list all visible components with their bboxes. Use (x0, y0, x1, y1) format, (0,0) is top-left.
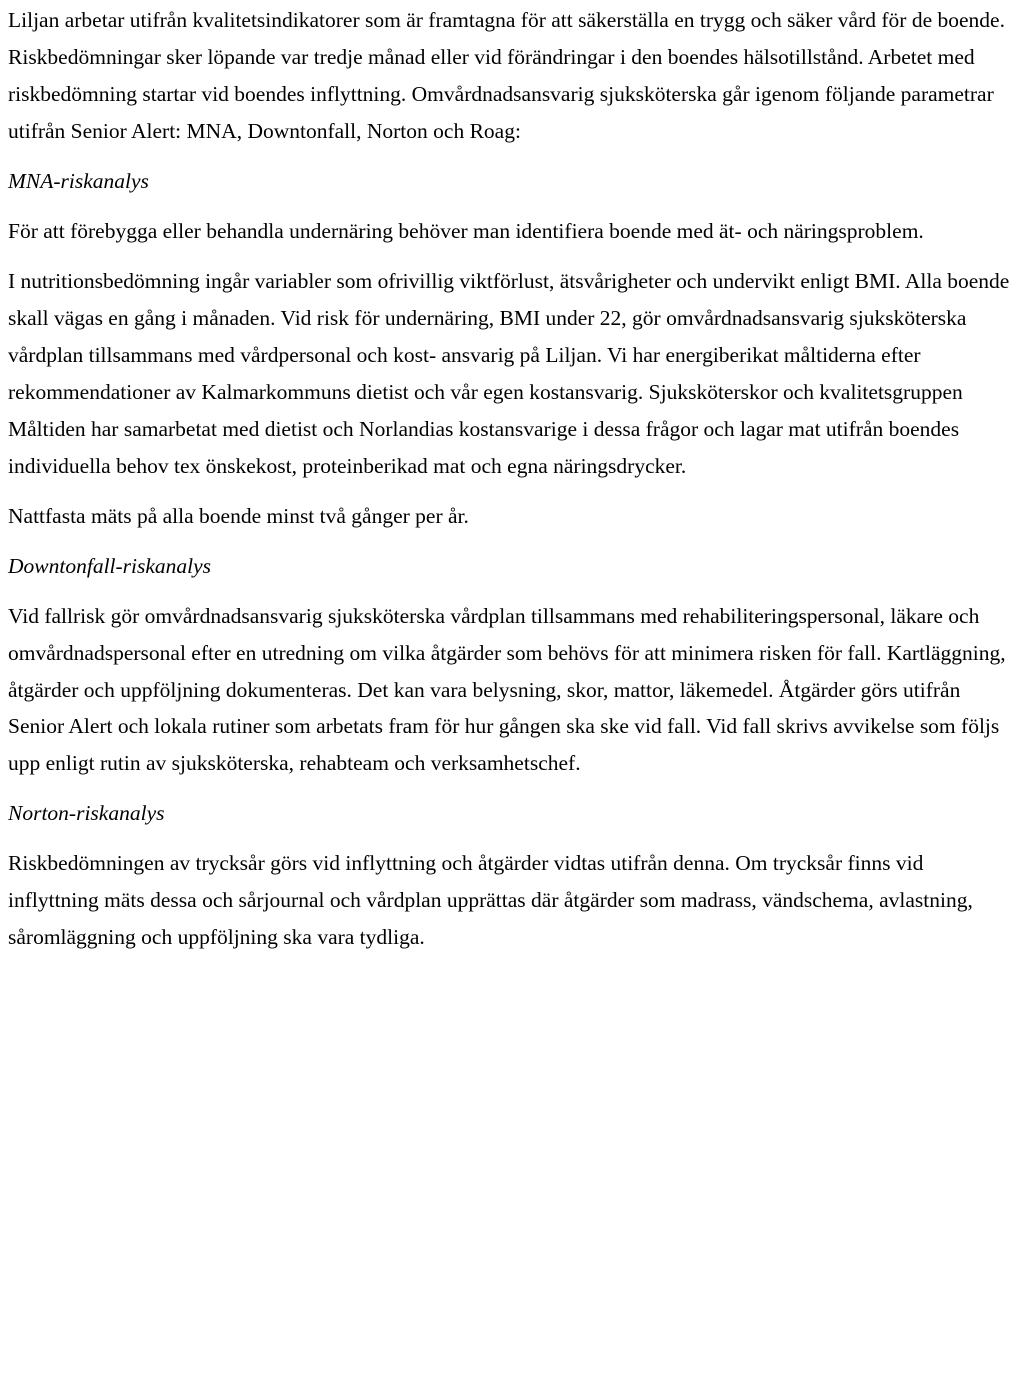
section-heading-norton: Norton-riskanalys (8, 801, 165, 826)
paragraph-mna-purpose: För att förebygga eller behandla undernäring behöver man identifiera boende med ät- och näringsproblem. (8, 218, 924, 243)
paragraph-pressure-ulcer: Riskbedömningen av trycksår görs vid inflyttning och åtgärder vidtas utifrån denna. Om trycksår finns vid inflyttning mäts dessa och sårjournal och vårdplan upprättas där åtgärder som madrass, vändschema, avlastning, såromläggning och uppföljning ska vara tydliga. (8, 851, 973, 950)
paragraph-fall-risk: Vid fallrisk gör omvårdnadsansvarig sjuksköterska vårdplan tillsammans med rehabiliteringspersonal, läkare och omvårdnadspersonal efter en utredning om vilka åtgärder som behövs för att minimera risken för fall. Kartläggning, åtgärder och uppföljning dokumenteras. Det kan vara belysning, skor, mattor, läkemedel. Åtgärder görs utifrån Senior Alert och lokala rutiner som arbetats fram för hur gången ska ske vid fall. Vid fall skrivs avvikelse som följs upp enligt rutin av sjuksköterska, rehabteam och verksamhetschef. (8, 603, 1006, 776)
section-heading-mna: MNA-riskanalys (8, 168, 149, 193)
section-heading-downtonfall: Downtonfall-riskanalys (8, 553, 212, 578)
paragraph-night-fasting: Nattfasta mäts på alla boende minst två gånger per år. (8, 503, 469, 528)
paragraph-nutrition-assessment: I nutritionsbedömning ingår variabler som ofrivillig viktförlust, ätsvårigheter och undervikt enligt BMI. Alla boende skall vägas en gång i månaden. Vid risk för undernäring, BMI under 22, gör omvårdnadsansvarig sjuksköterska vårdplan tillsammans med vårdpersonal och kost- ansvarig på Liljan. Vi har energiberikat måltiderna efter rekommendationer av Kalmarkommuns dietist och vår egen kostansvarig. Sjuksköterskor och kvalitetsgruppen Måltiden har samarbetat med dietist och Norlandias kostansvarige i dessa frågor och lagar mat utifrån boendes individuella behov tex önskekost, proteinberikad mat och egna näringsdrycker. (8, 268, 1010, 478)
paragraph-intro: Liljan arbetar utifrån kvalitetsindikatorer som är framtagna för att säkerställa en trygg och säker vård för de boende. Riskbedömningar sker löpande var tredje månad eller vid förändringar i den boendes hälsotillstånd. Arbetet med riskbedömning startar vid boendes inflyttning. Omvårdnadsansvarig sjuksköterska går igenom följande parametrar utifrån Senior Alert: MNA, Downtonfall, Norton och Roag: (8, 8, 1005, 143)
